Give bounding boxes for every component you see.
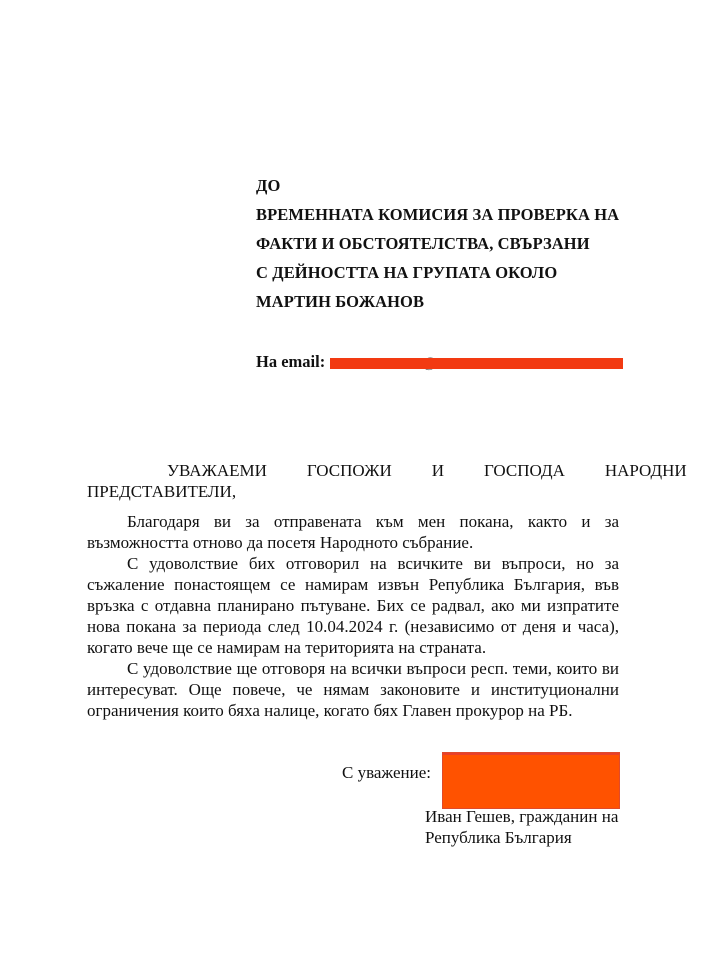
signature-redaction-box — [443, 753, 619, 808]
signatory-line: Иван Гешев, гражданин на — [425, 807, 619, 826]
addressee-line: МАРТИН БОЖАНОВ — [256, 292, 425, 311]
salutation-word: УВАЖАЕМИ — [167, 461, 267, 480]
addressee-line: ФАКТИ И ОБСТОЯТЕЛСТВА, СВЪРЗАНИ — [256, 234, 590, 253]
salutation-word: ГОСПОДА — [484, 461, 565, 480]
addressee-block — [256, 171, 636, 316]
email-redaction-bar — [330, 358, 623, 369]
closing-label: С уважение: — [342, 763, 431, 782]
salutation — [87, 460, 687, 502]
signatory-line: Република България — [425, 828, 572, 847]
salutation-second-line: ПРЕДСТАВИТЕЛИ, — [87, 482, 237, 501]
letter-body — [87, 460, 687, 721]
paragraph-availability: С удоволствие ще отговоря на всички въпроси респ. теми, които ви интересуват. Още повече, че нямам законовите и институционални ограничения които бяха налице, когато бях Главен прокурор на РБ. — [87, 659, 619, 720]
addressee-line: ДО — [256, 176, 281, 195]
salutation-word: И — [431, 461, 445, 480]
addressee-line: ВРЕМЕННАТА КОМИСИЯ ЗА ПРОВЕРКА НА — [256, 205, 620, 224]
paragraph-absence: С удоволствие бих отговорил на всичките ви въпроси, но за съжаление понастоящем се намирам извън Република България, във връзка с отдавна планирано пътуване. Бих се радвал, ако ми изпратите нова покана за периода след 10.04.2024 г. (независимо от деня и часа), когато вече ще се намирам на територията на страната. — [87, 554, 619, 657]
addressee-line: С ДЕЙНОСТТА НА ГРУПАТА ОКОЛО — [256, 263, 558, 282]
email-label: На email: — [256, 352, 326, 371]
salutation-word: НАРОДНИ — [604, 461, 687, 480]
salutation-first-line — [87, 460, 687, 481]
paragraph-thanks: Благодаря ви за отправената към мен покана, както и за възможността отново да посетя Народното събрание. — [87, 512, 619, 552]
salutation-word: ГОСПОЖИ — [306, 461, 392, 480]
signatory — [425, 806, 618, 848]
